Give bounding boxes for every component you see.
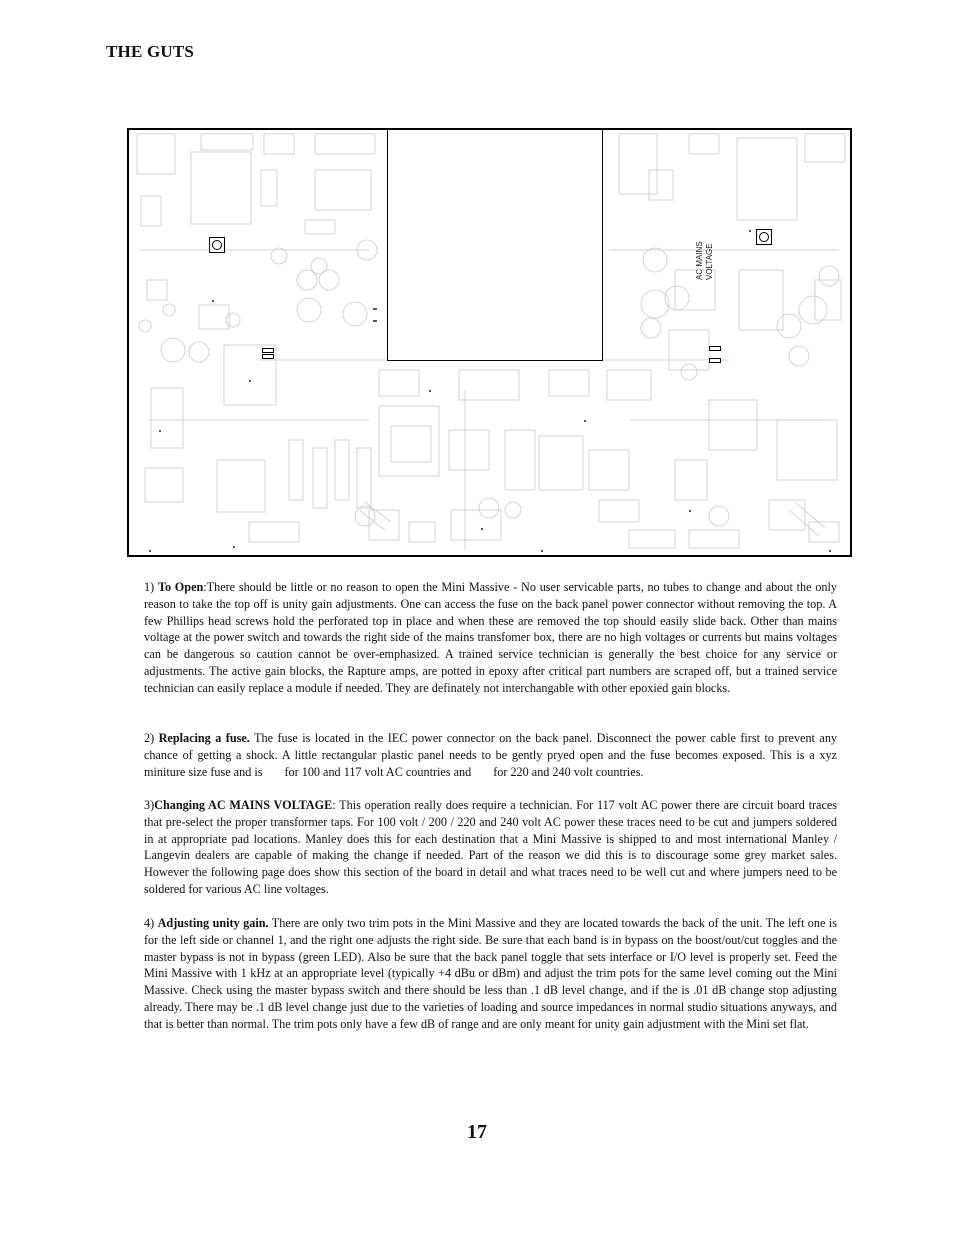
section-body-part2: for 100 and 117 volt AC countries and xyxy=(284,764,472,779)
jumper-pad-left-2 xyxy=(262,354,274,359)
heading-suffix: : xyxy=(332,798,336,812)
section-replacing-fuse xyxy=(144,730,837,780)
section-body: This operation really does require a technician. For 117 volt AC power there are circuit board traces that pre-select the proper transformer taps. For 100 volt / 200 / 220 and 240 volt AC power these traces need to be cut and jumpers soldered in at appropriate pad locations. Manley does this for each destination that a Mini Massive is shipped to and most international Manley / Langevin dealers are capable of making the change if needed. Part of the reason we did this is to discourage some grey market sales. However the following page does show this section of the board in detail and what traces need to be well cut and where jumpers need to be soldered for various AC line voltages. xyxy=(144,798,838,896)
section-number: 2) xyxy=(144,731,155,745)
transformer-cutout xyxy=(387,130,603,361)
page-title: THE GUTS xyxy=(106,42,195,61)
circuit-board-diagram xyxy=(127,128,852,557)
section-body: The fuse is located in the IEC power connector on the back panel. Disconnect the power cable first to prevent any chance of getting a shock. A little rectangular plastic panel needs to be gently pryed open and the fuse becomes exposed. This is a xyz miniture size fuse and is xyxy=(144,731,838,779)
section-ac-mains-voltage xyxy=(144,797,837,898)
section-body-part3: for 220 and 240 volt countries. xyxy=(493,764,644,779)
section-unity-gain xyxy=(144,915,837,1033)
trim-pot-left-icon xyxy=(209,237,225,253)
section-body: There should be little or no reason to open the Mini Massive - No user servicable parts, no tubes to change and about the only reason to take the top off is unity gain adjustments. One can access the fuse on the back panel power connector without removing the top. A few Phillips head screws hold the perforated top in place and when these are removed the top should easily slide back. Other than mains voltage at the power switch and towards the right side of the mains transfomer box, there are no high voltages or currents but mains voltages can be dangerous so caution cannot be over-emphasized. A trained service technician is generally the best choice for any service or adjustments. The active gain blocks, the Rapture amps, are potted in epoxy after critical part numbers are scraped off, but a trained service technician can easily replace a module if needed. They are definately not interchangable with other epoxied gain blocks. xyxy=(144,580,837,695)
ac-mains-label: AC MAINS xyxy=(695,241,704,280)
section-heading: To Open xyxy=(157,580,204,594)
section-to-open xyxy=(144,579,837,697)
jumper-pad-right-2 xyxy=(709,358,721,363)
jumper-pad-right-1 xyxy=(709,346,721,351)
voltage-label: VOLTAGE xyxy=(705,243,714,280)
section-heading: Replacing a fuse. xyxy=(158,731,250,745)
section-number: 3) xyxy=(144,798,155,812)
page-number: 17 xyxy=(467,1121,487,1143)
section-body: There are only two trim pots in the Mini Massive and they are located towards the back of the unit. The left one is for the left side or channel 1, and the right one adjusts the right side. Be sure that each band is in bypass on the boost/out/cut toggles and the master bypass is not in bypass (green LED). Also be sure that the back panel toggle that sets interface or I/O level is properly set. Feed the Mini Massive with 1 kHz at an appropriate level (typically +4 dBu or dBm) and adjust the trim pots for the same level coming out the Mini Massive. Check using the master bypass switch and there should be less than .1 dB level change, and if the is .01 dB change stop adjusting already. There may be .1 dB level change just due to the varieties of loading and source impedances in normal studio situations anyways, and that is better than normal. The trim pots only have a few dB of range and are only meant for unity gain adjustment with the Mini set flat. xyxy=(144,916,837,1031)
heading-suffix: : xyxy=(203,580,207,594)
section-heading: Changing AC MAINS VOLTAGE xyxy=(154,798,333,812)
trim-pot-right-icon xyxy=(756,229,772,245)
section-heading: Adjusting unity gain. xyxy=(157,916,269,930)
jumper-pad-left-1 xyxy=(262,348,274,353)
section-number: 4) xyxy=(144,916,155,930)
section-number: 1) xyxy=(144,580,155,594)
